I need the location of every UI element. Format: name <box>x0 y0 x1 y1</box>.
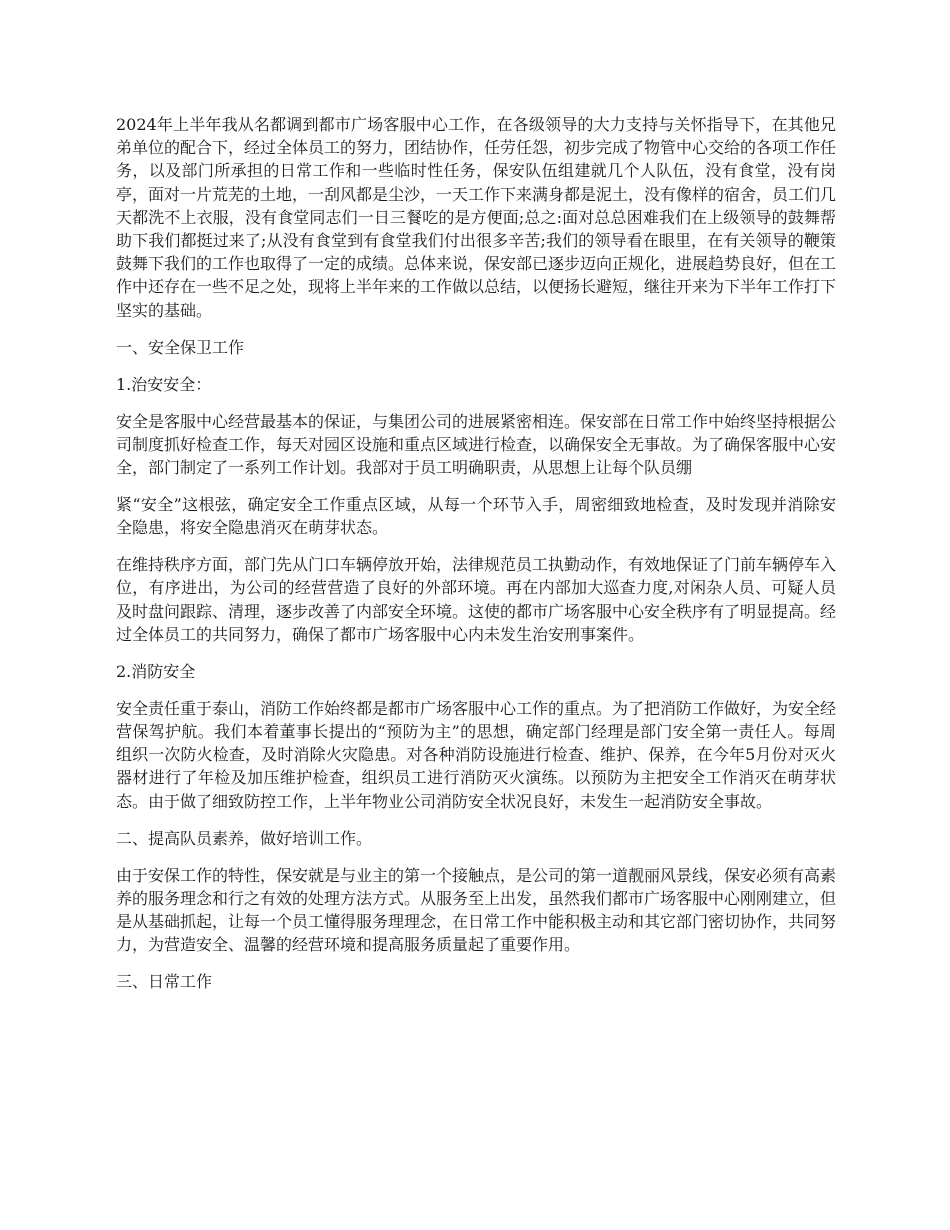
fire-safety-paragraph: 安全责任重于泰山，消防工作始终都是都市广场客服中心工作的重点。为了把消防工作做好，为安全经营保驾护航。我们本着董事长提出的“预防为主”的思想，确定部门经理是部门安全第一责任人。每周组织一次防火检查，及时消除火灾隐患。对各种消防设施进行检查、维护、保养，在今年5月份对灭火器材进行了年检及加压维护检查，组织员工进行消防灭火演练。以预防为主把安全工作消灭在萌芽状态。由于做了细致防控工作，上半年物业公司消防安全状况良好，未发生一起消防安全事故。 <box>116 698 837 811</box>
training-paragraph: 由于安保工作的特性，保安就是与业主的第一个接触点，是公司的第一道靓丽风景线，保安必须有高素养的服务理念和行之有效的处理方法方式。从服务至上出发，虽然我们都市广场客服中心刚刚建立，但是从基础抓起，让每一个员工懂得服务理理念，在日常工作中能积极主动和其它部门密切协作，共同努力，为营造安全、温馨的经营环境和提高服务质量起了重要作用。 <box>116 865 837 955</box>
document-page <box>116 113 836 1007</box>
subsection-heading-2: 2.消防安全 <box>116 661 196 681</box>
section-heading-1: 一、安全保卫工作 <box>116 337 245 357</box>
security-paragraph-2: 紧“安全”这根弦，确定安全工作重点区域，从每一个环节入手，周密细致地检查，及时发现并消除安全隐患，将安全隐患消灭在萌芽状态。 <box>116 495 836 538</box>
security-paragraph-3: 在维持秩序方面，部门先从门口车辆停放开始，法律规范员工执勤动作，有效地保证了门前车辆停车入位，有序进出，为公司的经营营造了良好的外部环境。再在内部加大巡查力度,对闲杂人员、可疑人员及时盘问跟踪、清理，逐步改善了内部安全环境。这使的都市广场客服中心安全秩序有了明显提高。经过全体员工的共同努力，确保了都市广场客服中心内未发生治安刑事案件。 <box>116 555 837 644</box>
subsection-heading-1: 1.治安安全： <box>116 374 212 394</box>
intro-paragraph: 2024年上半年我从名都调到都市广场客服中心工作，在各级领导的大力支持与关怀指导下，在其他兄弟单位的配合下，经过全体员工的努力，团结协作，任劳任怨，初步完成了物管中心交给的各项工作任务，以及部门所承担的日常工作和一些临时性任务，保安队伍组建就几个人队伍，没有食堂，没有岗亭，面对一片荒芜的土地，一刮风都是尘沙，一天工作下来满身都是泥土，没有像样的宿舍，员工们几天都洗不上衣服，没有食堂同志们一日三餐吃的是方便面;总之:面对总总困难我们在上级领导的鼓舞帮助下我们都挺过来了;从没有食堂到有食堂我们付出很多辛苦;我们的领导看在眼里，在有关领导的鞭策鼓舞下我们的工作也取得了一定的成绩。总体来说，保安部已逐步迈向正规化，进展趋势良好，但在工作中还存在一些不足之处，现将上半年来的工作做以总结，以便扬长避短，继往开来为下半年工作打下坚实的基础。 <box>116 115 837 320</box>
security-paragraph-1: 安全是客服中心经营最基本的保证，与集团公司的进展紧密相连。保安部在日常工作中始终坚持根据公司制度抓好检查工作，每天对园区设施和重点区域进行检查，以确保安全无事故。为了确保客服中心安全，部门制定了一系列工作计划。我部对于员工明确职责，从思想上让每个队员绷 <box>116 411 837 478</box>
section-heading-2: 二、提高队员素养，做好培训工作。 <box>116 828 373 848</box>
section-heading-3: 三、日常工作 <box>116 972 213 992</box>
